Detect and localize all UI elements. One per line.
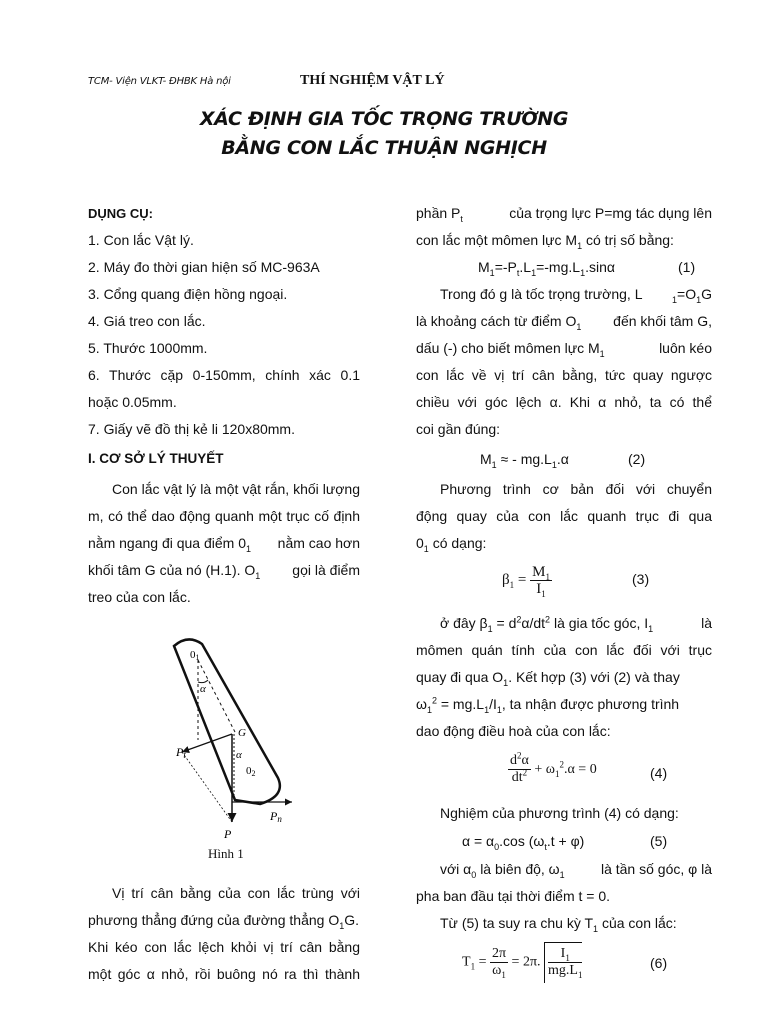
r-p4-line3: quay đi qua $O_1$. Kết hợp (3) với (2) và thay — [416, 669, 680, 688]
label-alpha-bottom: α — [236, 749, 242, 761]
r-line-1-a: phần $P_t$ — [416, 205, 463, 224]
r-p3-line1: Phương trình cơ bản đối với chuyển — [440, 481, 712, 497]
r-p2-line2 — [416, 308, 712, 335]
label-pn: Pn — [270, 809, 282, 824]
theory-heading: I. CƠ SỞ LÝ THUYẾT — [88, 451, 224, 466]
r-p4-line1-a: ở đây $\beta_1 = d^2\alpha/dt^2$ là gia tốc góc, $I_1$ — [440, 614, 654, 634]
equation-1: $M_1=-P_t.L_1=-mg.L_1.\sin\alpha$ — [478, 259, 615, 278]
r-p7-line1: Từ (5) ta suy ra chu kỳ $T_1$ của con lắc: — [440, 915, 677, 934]
equation-2: $M_1$ ≈ - $mg.L_1.\alpha$ — [480, 451, 569, 470]
tool-item-6-cont: hoặc 0.05mm. — [88, 394, 177, 410]
pendulum-figure — [140, 630, 320, 870]
theory-p2-line4: một góc α nhỏ, rồi buông nó ra thì thành — [88, 966, 360, 982]
theory-p1-line4-end: gọi là điểm — [292, 562, 360, 578]
r-line-2: con lắc một mômen lực $M_1$ có trị số bằng: — [416, 232, 674, 251]
equation-3-number: (3) — [632, 571, 650, 587]
r-line-1 — [416, 200, 712, 227]
title-line-2: BẰNG CON LẮC THUẬN NGHỊCH — [221, 137, 547, 159]
title-line-1: XÁC ĐỊNH GIA TỐC TRỌNG TRƯỜNG — [199, 108, 569, 130]
equation-1-number: (1) — [678, 259, 696, 275]
r-p2-line1 — [416, 281, 712, 308]
r-p2-line2-b: đến khối tâm G, — [613, 313, 712, 329]
tools-heading: DỤNG CỤ: — [88, 206, 153, 221]
r-p4-line1 — [416, 610, 712, 637]
r-p2-line6: coi gần đúng: — [416, 421, 501, 437]
equation-5-number: (5) — [650, 833, 668, 849]
equation-3: $\beta_1$ = $\frac{M_1}{I_1}$ — [502, 564, 550, 600]
equation-6-number: (6) — [650, 955, 668, 971]
theory-p1-line4 — [88, 557, 360, 584]
label-alpha-top: α — [200, 683, 206, 695]
r-p4-line5: dao động điều hoà của con lắc: — [416, 723, 611, 739]
theory-p1-line3 — [88, 530, 360, 557]
parallelogram-line — [182, 752, 232, 822]
header-subject: THÍ NGHIỆM VẬT LÝ — [300, 73, 445, 88]
r-p2-line3-b: luôn kéo — [659, 340, 712, 356]
theory-p2-line2: phương thẳng đứng của đường thẳng $O_1G$. — [88, 912, 360, 931]
equation-3-fraction: $\frac{M_1}{I_1}$ — [532, 564, 550, 600]
tool-item-5: 5. Thước 1000mm. — [88, 340, 208, 356]
equation-4: $\frac{d^2\alpha}{dt^2}$ + $\omega_1^2.\alpha = 0$ — [510, 750, 597, 786]
equation-6-fraction-2: $\frac{I_1}{mg.L_1}$ — [548, 946, 583, 981]
theory-p1-line3-start: nằm ngang đi qua điểm $0_1$ — [88, 535, 252, 554]
tool-item-3: 3. Cổng quang điện hồng ngoại. — [88, 286, 288, 302]
r-p6-line1-b: là tần số góc, φ là — [600, 861, 712, 877]
r-p4-line1-b: là — [701, 615, 712, 631]
theory-p1-line2: m, có thể dao động quanh một trục cố định — [88, 508, 360, 524]
header-institution: TCM- Viện VLKT- ĐHBK Hà nội — [88, 76, 231, 87]
tool-item-1: 1. Con lắc Vật lý. — [88, 232, 194, 248]
equation-6-fraction-1: $\frac{2\pi}{\omega_1}$ — [491, 946, 507, 980]
theory-p1-line3-end: nằm cao hơn — [277, 535, 360, 551]
tool-item-7: 7. Giấy vẽ đồ thị kẻ li 120x80mm. — [88, 421, 295, 437]
tool-item-2: 2. Máy đo thời gian hiện số MC-963A — [88, 259, 320, 275]
tangential-force-arrow — [182, 734, 232, 752]
r-p6-line2: pha ban đầu tại thời điểm t = 0. — [416, 888, 611, 904]
r-p2-line4: con lắc về vị trí cân bằng, tức quay ngược — [416, 367, 712, 383]
label-o2: 02 — [246, 765, 256, 778]
r-p3-line3: $0_1$ có dạng: — [416, 535, 487, 554]
equation-4-fraction: $\frac{d^2\alpha}{dt^2}$ — [510, 750, 529, 786]
equation-6: $T_1$ = $\frac{2\pi}{\omega_1}$ = 2π. $\frac{I_1}{mg.L_1}$ — [462, 942, 582, 983]
tool-item-6: 6. Thước cặp 0-150mm, chính xác 0.1 — [88, 367, 360, 383]
theory-p1-line4-start: khối tâm G của nó (H.1). $O_1$ — [88, 562, 261, 581]
theory-p2-line3: Khi kéo con lắc lệch khỏi vị trí cân bằng — [88, 939, 360, 955]
label-pt: Pt — [176, 745, 186, 760]
equation-5: $\alpha = \alpha_0.\cos$ $(\omega_t.t + \varphi)$ — [462, 833, 585, 852]
equation-4-number: (4) — [650, 765, 668, 781]
equation-2-number: (2) — [628, 451, 646, 467]
r-line-1-b: của trọng lực P=mg tác dụng lên — [509, 205, 712, 221]
r-p6-line1-a: với $\alpha_0$ là biên độ, $\omega_1$ — [440, 861, 565, 880]
label-o1: 01 — [190, 649, 200, 662]
r-p2-line5: chiều với góc lệch α. Khi α nhỏ, ta có thể — [416, 394, 712, 410]
r-p6-line1 — [416, 856, 712, 883]
label-p: P — [224, 827, 232, 841]
r-p5-line1: Nghiệm của phương trình (4) có dạng: — [440, 805, 679, 821]
theory-p1-line5: treo của con lắc. — [88, 589, 191, 605]
label-g: G — [238, 727, 246, 739]
r-p4-line4: $\omega_1^2 = mg.L_1/I_1$, ta nhận được phương trình — [416, 695, 680, 715]
theory-p1-line1: Con lắc vật lý là một vật rắn, khối lượng — [112, 481, 360, 497]
r-p2-line1-a: Trong đó g là tốc trọng trường, L — [440, 286, 643, 302]
r-p2-line2-a: là khoảng cách từ điểm $O_1$ — [416, 313, 582, 332]
theory-p2-line1: Vị trí cân bằng của con lắc trùng với — [112, 885, 360, 901]
pendulum-bar — [174, 639, 280, 804]
r-p3-line2: động quay của con lắc quanh trục đi qua — [416, 508, 712, 524]
r-p2-line1-b: $_1=O_1G$ — [672, 286, 712, 305]
r-p2-line3-a: dấu (-) cho biết mômen lực $M_1$ — [416, 340, 605, 359]
tool-item-4: 4. Giá treo con lắc. — [88, 313, 206, 329]
equation-6-sqrt — [544, 942, 582, 983]
r-p2-line3 — [416, 335, 712, 362]
r-p4-line2: mômen quán tính của con lắc đối với trục — [416, 642, 712, 658]
figure-caption: Hình 1 — [208, 846, 244, 861]
